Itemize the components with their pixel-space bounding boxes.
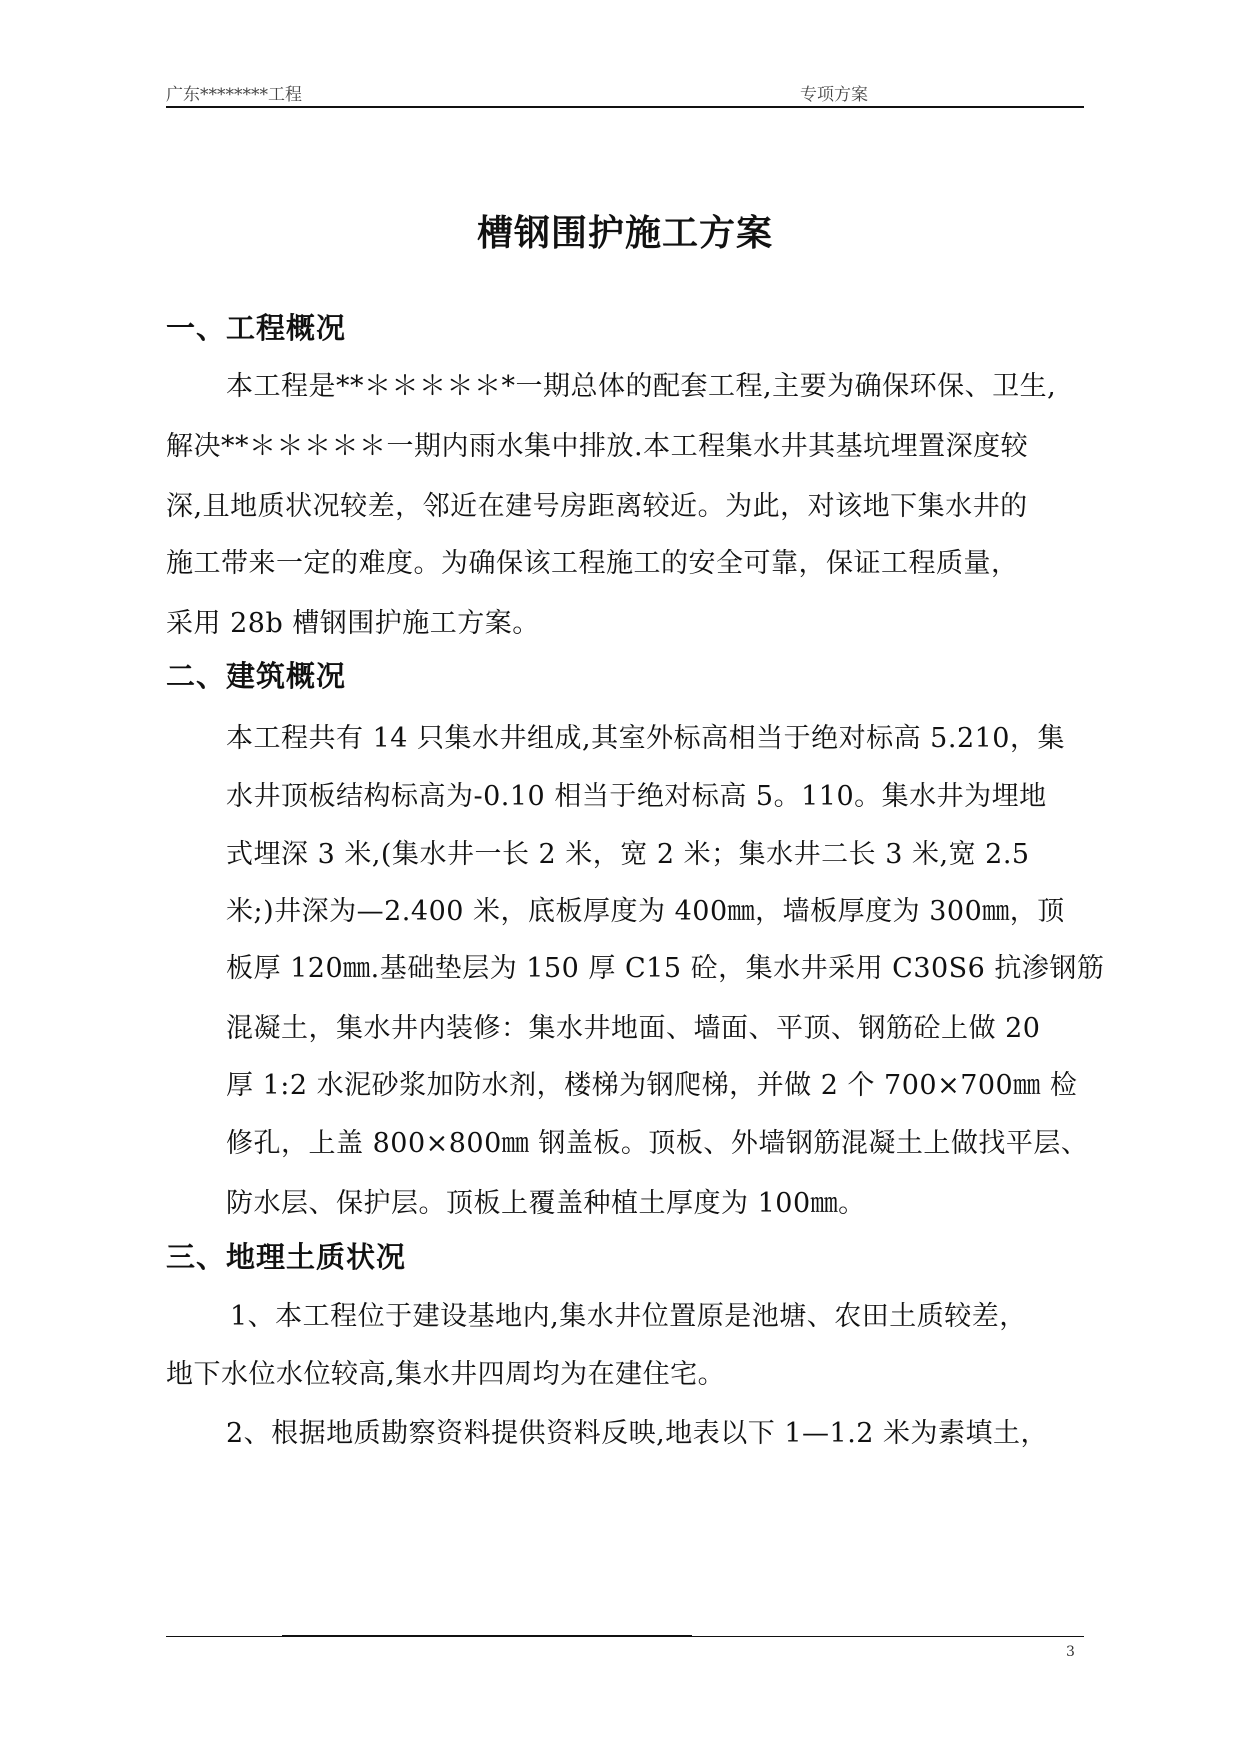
- page-number: 3: [1066, 1644, 1075, 1660]
- paragraph-line: 混凝土，集水井内装修：集水井地面、墙面、平顶、钢筋砼上做 20: [226, 1013, 1041, 1044]
- header-doc-type: 专项方案: [800, 85, 868, 105]
- header-rule: [166, 106, 1084, 108]
- paragraph-line: 修孔，上盖 800×800㎜ 钢盖板。顶板、外墙钢筋混凝土上做找平层、: [226, 1128, 1089, 1159]
- paragraph-line: 2、根据地质勘察资料提供资料反映,地表以下 1—1.2 米为素填土，: [226, 1418, 1049, 1449]
- paragraph-line: 解决**＊＊＊＊＊一期内雨水集中排放.本工程集水井其基坑埋置深度较: [166, 431, 1029, 462]
- page-title: 槽钢围护施工方案: [476, 212, 773, 254]
- paragraph-line: 本工程共有 14 只集水井组成,其室外标高相当于绝对标高 5.210，集: [226, 723, 1065, 754]
- section-heading-project-overview: 一、工程概况: [166, 311, 347, 345]
- paragraph-line: 深,且地质状况较差，邻近在建号房距离较近。为此，对该地下集水井的: [166, 491, 1028, 522]
- paragraph-line: 本工程是**＊＊＊＊＊*一期总体的配套工程,主要为确保环保、卫生,: [226, 371, 1057, 402]
- paragraph-line: 米;)井深为—2.400 米，底板厚度为 400㎜，墙板厚度为 300㎜，顶: [226, 896, 1065, 927]
- paragraph-line: 防水层、保护层。顶板上覆盖种植土厚度为 100㎜。: [226, 1188, 866, 1219]
- paragraph-line: 施工带来一定的难度。为确保该工程施工的安全可靠，保证工程质量，: [166, 548, 1019, 579]
- footer-rule-accent: [282, 1635, 692, 1637]
- paragraph-line: 1、本工程位于建设基地内,集水井位置原是池塘、农田土质较差，: [230, 1301, 1027, 1332]
- header-project-name: 广东********工程: [166, 85, 302, 105]
- paragraph-line: 采用 28b 槽钢围护施工方案。: [166, 608, 540, 639]
- paragraph-line: 式埋深 3 米,(集水井一长 2 米，宽 2 米；集水井二长 3 米,宽 2.5: [226, 839, 1030, 870]
- paragraph-line: 水井顶板结构标高为-0.10 相当于绝对标高 5。110。集水井为埋地: [226, 781, 1047, 812]
- page-header: [166, 80, 1084, 106]
- paragraph-line: 板厚 120㎜.基础垫层为 150 厚 C15 砼，集水井采用 C30S6 抗渗钢筋: [226, 953, 1105, 984]
- section-heading-geology: 三、地理土质状况: [166, 1240, 407, 1274]
- section-heading-building-overview: 二、建筑概况: [166, 659, 347, 693]
- paragraph-line: 地下水位水位较高,集水井四周均为在建住宅。: [166, 1359, 726, 1390]
- paragraph-line: 厚 1:2 水泥砂浆加防水剂，楼梯为钢爬梯，并做 2 个 700×700㎜ 检: [226, 1070, 1078, 1101]
